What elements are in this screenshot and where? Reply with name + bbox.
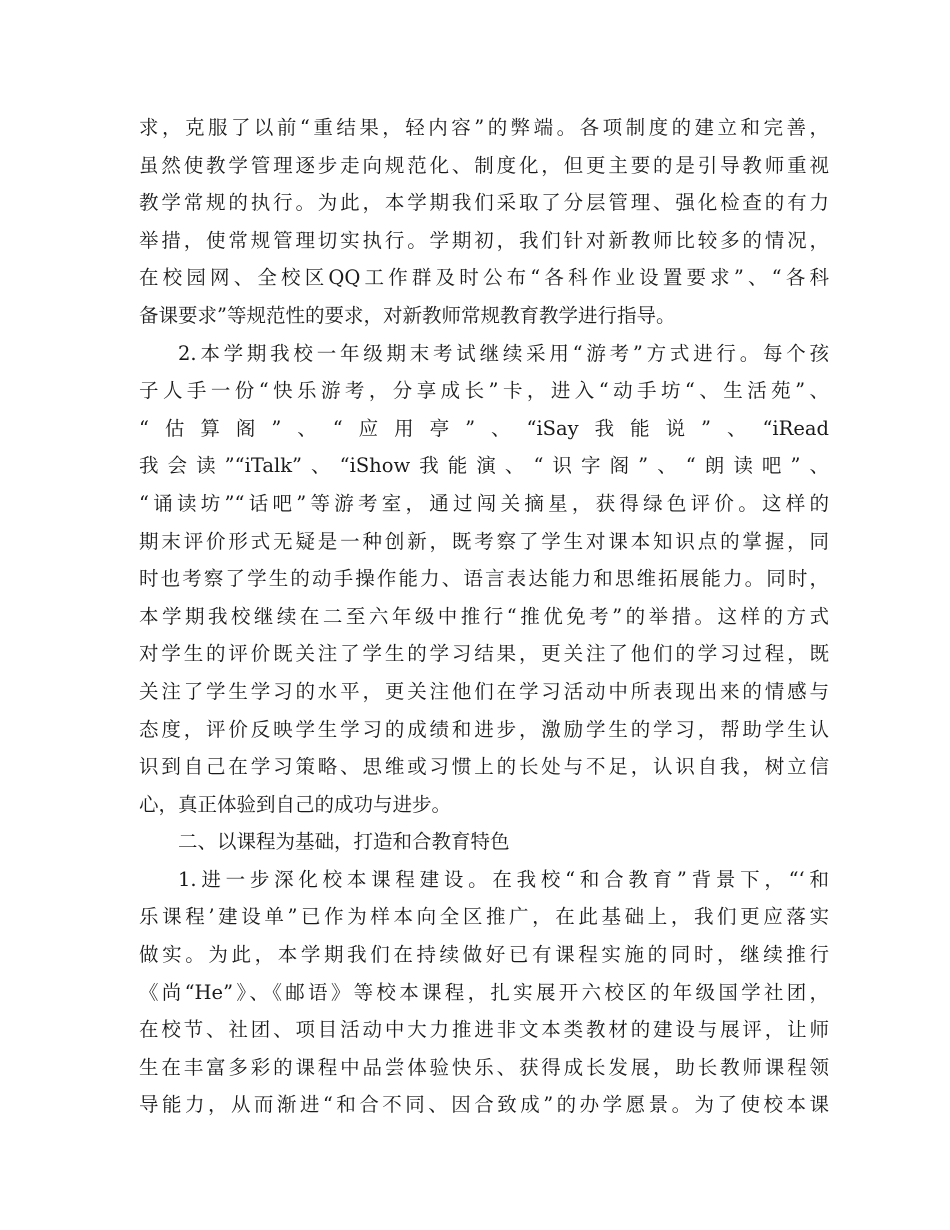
text-line: 二、以课程为基础，打造和合教育特色 [178,830,510,854]
text-line: 求，克服了以前“重结果，轻内容”的弊端。各项制度的建立和完善， [139,116,829,139]
text-line: 对学生的评价既关注了学生的学习结果，更关注了他们的学习过程，既 [139,642,829,666]
text-line: 教学常规的执行。为此，本学期我们采取了分层管理、强化检查的有力 [139,191,829,215]
text-line: 态度，评价反映学生学习的成绩和进步，激励学生的学习，帮助学生认 [139,717,829,741]
text-line: 2.本学期我校一年级期末考试继续采用“游考”方式进行。每个孩 [178,341,829,365]
text-line: 乐课程’建设单”已作为样本向全区推广，在此基础上，我们更应落实 [139,905,829,929]
text-line: 虽然使教学管理逐步走向规范化、制度化，但更主要的是引导教师重视 [139,153,829,177]
text-line: 导能力，从而渐进“和合不同、因合致成”的办学愿景。为了使校本课 [139,1093,829,1117]
text-line: 《尚“He”》、《邮语》等校本课程，扎实展开六校区的年级国学社团， [139,980,829,1004]
text-line: “诵读坊”“话吧”等游考室，通过闯关摘星，获得绿色评价。这样的 [139,491,829,515]
document-body [139,109,829,1124]
text-line: 在校节、社团、项目活动中大力推进非文本类教材的建设与展评，让师 [139,1018,829,1042]
text-line: 关注了学生学习的水平，更关注他们在学习活动中所表现出来的情感与 [139,679,829,703]
text-line: 识到自己在学习策略、思维或习惯上的长处与不足，认识自我，树立信 [139,755,829,779]
text-line: 备课要求”等规范性的要求，对新教师常规教育教学进行指导。 [139,303,676,327]
text-line: 在校园网、全校区QQ工作群及时公布“各科作业设置要求”、“各科 [139,266,829,290]
text-line: 本学期我校继续在二至六年级中推行“推优免考”的举措。这样的方式 [139,604,829,628]
text-line: 时也考察了学生的动手操作能力、语言表达能力和思维拓展能力。同时， [139,567,829,591]
text-line: 心，真正体验到自己的成功与进步。 [139,792,452,816]
text-line: 1.进一步深化校本课程建设。在我校“和合教育”背景下，“‘和 [178,867,829,891]
text-line: 举措，使常规管理切实执行。学期初，我们针对新教师比较多的情况， [139,228,829,252]
text-line: 做实。为此，本学期我们在持续做好已有课程实施的同时，继续推行 [139,943,829,967]
text-line: 期末评价形式无疑是一种创新，既考察了学生对课本知识点的掌握，同 [139,529,829,553]
text-line: 生在丰富多彩的课程中品尝体验快乐、获得成长发展，助长教师课程领 [139,1055,829,1079]
text-line: 子人手一份“快乐游考，分享成长”卡，进入“动手坊“、生活苑”、 [139,379,829,403]
text-line: “估算阁”、“应用亭”、“iSay我能说”、“iRead [139,416,829,440]
text-line: 我会读”“iTalk”、“iShow我能演、“识字阁”、“朗读吧”、 [139,454,829,478]
